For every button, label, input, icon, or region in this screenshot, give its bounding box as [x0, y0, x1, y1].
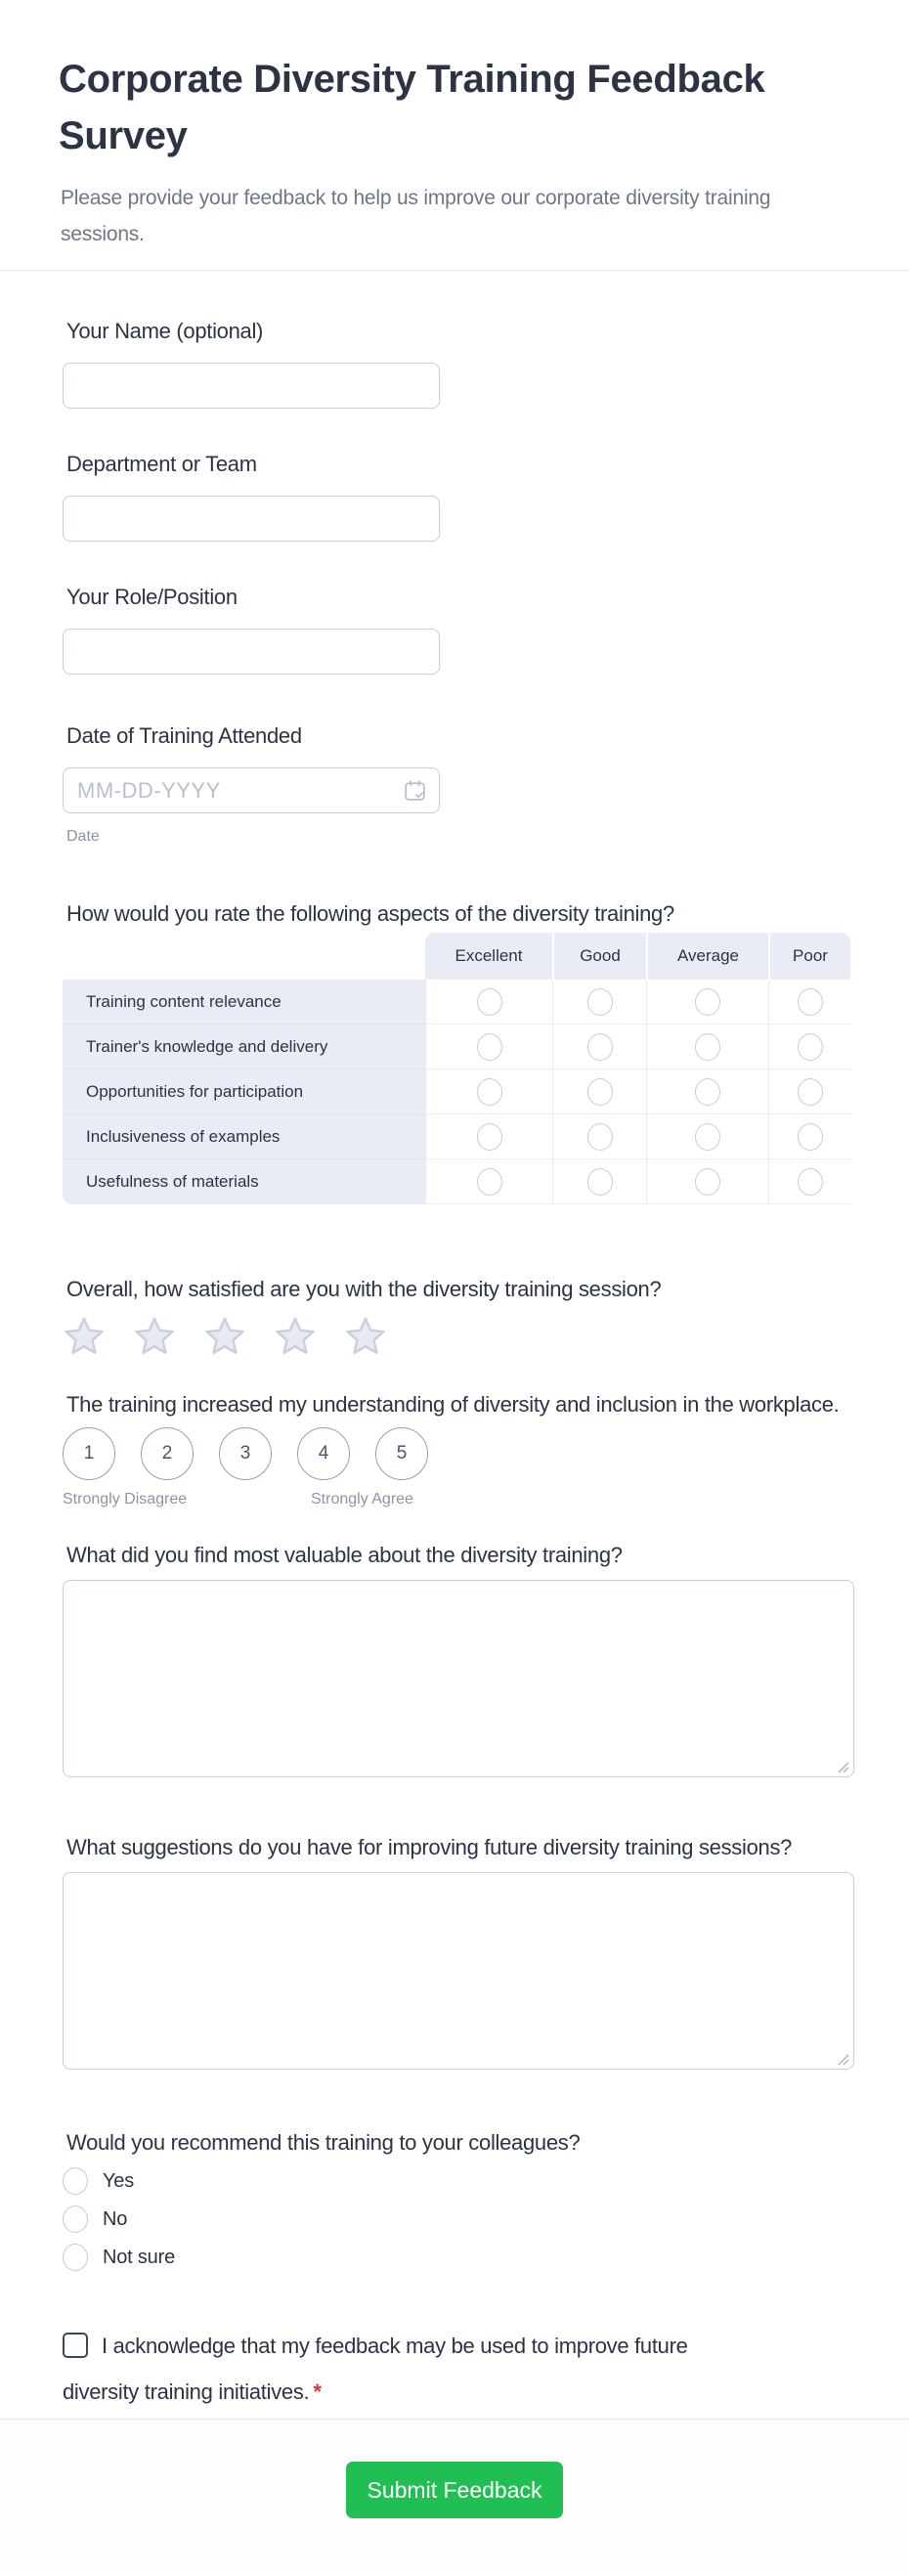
calendar-check-icon[interactable] [403, 778, 427, 803]
page-title: Corporate Diversity Training Feedback Survey [59, 58, 765, 157]
date-input[interactable] [63, 767, 440, 813]
radio-icon [63, 2244, 88, 2271]
radio-icon [477, 1168, 502, 1196]
date-sublabel: Date [66, 828, 100, 845]
radio-icon [587, 988, 613, 1016]
radio-icon [695, 1168, 720, 1196]
matrix-column-header: Excellent [425, 933, 552, 980]
scale-min-label: Strongly Disagree [63, 1491, 188, 1507]
acknowledge-checkbox[interactable] [63, 2333, 88, 2358]
scale-option-2[interactable]: 2 [141, 1427, 194, 1480]
resize-grip-icon[interactable] [836, 2052, 849, 2066]
matrix-radio-poor[interactable] [768, 1159, 850, 1204]
date-input-wrap [63, 767, 440, 813]
radio-icon [695, 988, 720, 1016]
matrix-radio-good[interactable] [552, 1159, 646, 1204]
matrix-radio-good[interactable] [552, 1114, 646, 1159]
required-asterisk: * [313, 2380, 322, 2404]
matrix-column-header: Good [552, 933, 646, 980]
matrix-radio-excellent[interactable] [425, 1025, 552, 1070]
matrix-radio-good[interactable] [552, 980, 646, 1025]
recommend-options [63, 2166, 854, 2272]
star-icon[interactable] [274, 1314, 317, 1357]
radio-icon [63, 2205, 88, 2233]
radio-icon [477, 988, 502, 1016]
form-footer [0, 2419, 909, 2566]
form-header [0, 0, 909, 271]
date-label: Date of Training Attended [66, 723, 302, 748]
radio-icon [695, 1033, 720, 1061]
name-input[interactable] [63, 363, 440, 409]
page-subtitle: Please provide your feedback to help us improve our corporate diversity training sessions. [61, 187, 771, 245]
radio-icon [695, 1123, 720, 1151]
scale-option-4[interactable]: 4 [297, 1427, 350, 1480]
role-label: Your Role/Position [66, 585, 238, 609]
matrix-radio-poor[interactable] [768, 1025, 850, 1070]
matrix-radio-poor[interactable] [768, 980, 850, 1025]
name-label: Your Name (optional) [66, 319, 264, 343]
option-label: No [103, 2207, 128, 2230]
matrix-corner-cell [63, 933, 425, 980]
matrix-radio-poor[interactable] [768, 1070, 850, 1114]
matrix-radio-excellent[interactable] [425, 980, 552, 1025]
scale-block [63, 1388, 854, 1513]
option-label: Not sure [103, 2246, 175, 2268]
matrix-column-header: Average [646, 933, 768, 980]
matrix-radio-average[interactable] [646, 980, 768, 1025]
matrix-radio-excellent[interactable] [425, 1070, 552, 1114]
star-rating-control [63, 1314, 854, 1357]
role-input[interactable] [63, 629, 440, 675]
field-department [63, 449, 854, 542]
star-icon[interactable] [203, 1314, 246, 1357]
recommend-block [63, 2126, 854, 2272]
matrix-table [63, 933, 854, 1204]
matrix-radio-excellent[interactable] [425, 1114, 552, 1159]
form-body [0, 316, 909, 2419]
matrix-radio-good[interactable] [552, 1070, 646, 1114]
matrix-row-label: Usefulness of materials [63, 1159, 425, 1204]
acknowledge-block [63, 2323, 737, 2415]
field-name [63, 316, 854, 409]
recommend-question: Would you recommend this training to your colleagues? [66, 2130, 581, 2155]
scale-labels [63, 1486, 854, 1513]
matrix-question-block [63, 897, 854, 1204]
radio-icon [477, 1033, 502, 1061]
suggestions-question-block [63, 1831, 854, 2074]
radio-icon [587, 1168, 613, 1196]
matrix-radio-poor[interactable] [768, 1114, 850, 1159]
matrix-radio-average[interactable] [646, 1025, 768, 1070]
valuable-question-block [63, 1539, 854, 1782]
matrix-row-label: Inclusiveness of examples [63, 1114, 425, 1159]
valuable-textarea[interactable] [63, 1580, 854, 1777]
radio-icon [477, 1078, 502, 1106]
valuable-question: What did you find most valuable about the diversity training? [66, 1543, 623, 1567]
star-icon[interactable] [63, 1314, 106, 1357]
matrix-row-label: Trainer's knowledge and delivery [63, 1025, 425, 1070]
submit-button[interactable]: Submit Feedback [346, 2462, 563, 2518]
matrix-row-label: Opportunities for participation [63, 1070, 425, 1114]
field-date [63, 720, 854, 849]
option-not-sure[interactable] [63, 2243, 854, 2272]
suggestions-textarea-wrap [63, 1872, 854, 2074]
matrix-radio-average[interactable] [646, 1159, 768, 1204]
star-icon[interactable] [133, 1314, 176, 1357]
radio-icon [695, 1078, 720, 1106]
resize-grip-icon[interactable] [836, 1760, 849, 1773]
suggestions-question: What suggestions do you have for improving future diversity training sessions? [66, 1835, 793, 1859]
matrix-radio-average[interactable] [646, 1114, 768, 1159]
scale-option-5[interactable]: 5 [375, 1427, 428, 1480]
scale-question: The training increased my understanding of diversity and inclusion in the workplace. [66, 1392, 840, 1417]
radio-icon [63, 2167, 88, 2195]
scale-option-1[interactable]: 1 [63, 1427, 115, 1480]
matrix-row-label: Training content relevance [63, 980, 425, 1025]
acknowledge-label: I acknowledge that my feedback may be used to improve future diversity training initiatives. [63, 2334, 688, 2404]
department-input[interactable] [63, 496, 440, 542]
suggestions-textarea[interactable] [63, 1872, 854, 2070]
radio-icon [798, 1123, 823, 1151]
scale-option-3[interactable]: 3 [219, 1427, 272, 1480]
option-yes[interactable] [63, 2166, 854, 2196]
matrix-radio-average[interactable] [646, 1070, 768, 1114]
radio-icon [798, 1033, 823, 1061]
radio-icon [798, 1168, 823, 1196]
scale-max-label: Strongly Agree [311, 1491, 413, 1507]
radio-icon [798, 1078, 823, 1106]
field-role [63, 582, 854, 675]
matrix-radio-excellent[interactable] [425, 1159, 552, 1204]
radio-icon [477, 1123, 502, 1151]
valuable-textarea-wrap [63, 1580, 854, 1782]
radio-icon [798, 988, 823, 1016]
star-rating-question: Overall, how satisfied are you with the diversity training session? [66, 1277, 662, 1301]
star-icon[interactable] [344, 1314, 387, 1357]
option-label: Yes [103, 2169, 135, 2192]
radio-icon [587, 1078, 613, 1106]
option-no[interactable] [63, 2205, 854, 2234]
scale-control [63, 1427, 854, 1480]
matrix-radio-good[interactable] [552, 1025, 646, 1070]
matrix-question: How would you rate the following aspects of the diversity training? [66, 901, 674, 926]
star-rating-block [63, 1273, 854, 1357]
radio-icon [587, 1123, 613, 1151]
matrix-column-header: Poor [768, 933, 850, 980]
radio-icon [587, 1033, 613, 1061]
department-label: Department or Team [66, 452, 257, 476]
